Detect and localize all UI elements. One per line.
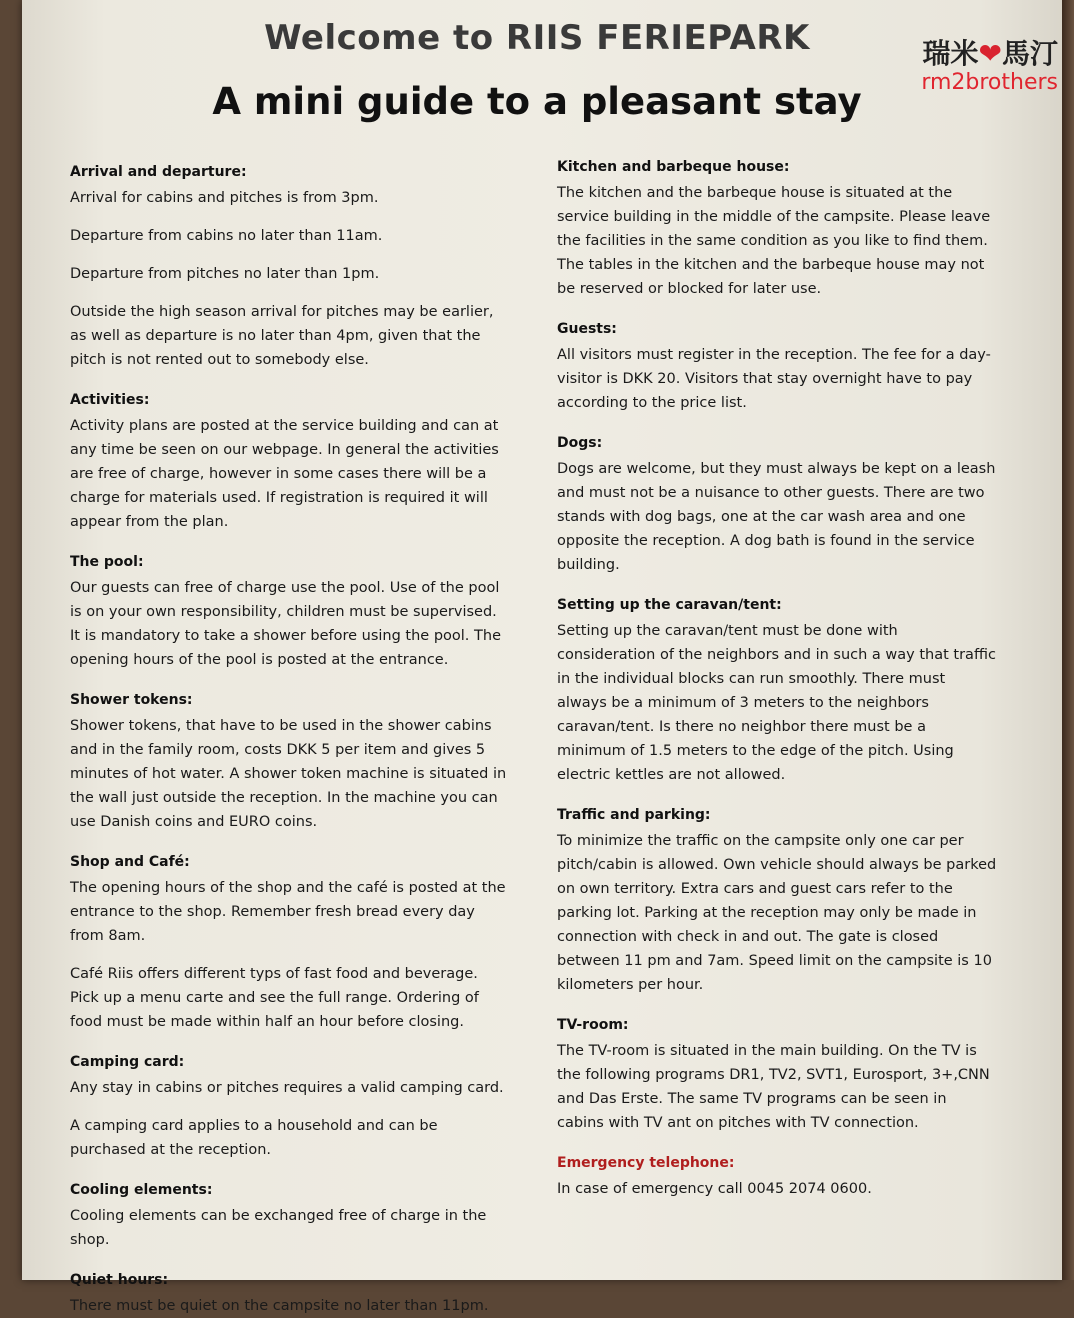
watermark xyxy=(921,38,1058,96)
watermark-cn-left: 瑞米 xyxy=(922,37,979,70)
section-paragraph: To minimize the traffic on the campsite only one car per pitch/cabin is allowed. Own vehicle should always be parked on own territory. Extra cars and guest cars refer to the parking lot. Parking at the reception may only be made in connection with check in and out. The gate is closed between 11 pm and 7am. Speed limit on the campsite is 10 kilometers per hour. xyxy=(557,833,997,993)
watermark-chinese xyxy=(921,38,1058,70)
section-dogs xyxy=(557,431,997,577)
section-paragraph: Outside the high season arrival for pitches may be earlier, as well as departure is no later than 4pm, given that the pitch is not rented out to somebody else. xyxy=(70,304,494,368)
section-paragraph: Departure from cabins no later than 11am. xyxy=(70,228,383,244)
section-heading: Shower tokens: xyxy=(70,692,193,708)
section-cooling-elements xyxy=(70,1178,510,1252)
right-column xyxy=(557,155,997,1201)
section-shop-and-caf xyxy=(70,850,510,1034)
section-heading: Quiet hours: xyxy=(70,1272,169,1288)
watermark-cn-right: 馬汀 xyxy=(1001,37,1058,70)
section-heading: The pool: xyxy=(70,554,144,570)
section-activities xyxy=(70,388,510,534)
section-arrival-and-departure xyxy=(70,160,510,372)
section-paragraph: Arrival for cabins and pitches is from 3pm. xyxy=(70,190,379,206)
section-paragraph: The TV-room is situated in the main building. On the TV is the following programs DR1, TV2, SVT1, Eurosport, 3+,CNN and Das Erste. The same TV programs can be seen in cabins with TV ant on pitches with TV connection. xyxy=(557,1043,990,1131)
section-paragraph: A camping card applies to a household and can be purchased at the reception. xyxy=(70,1118,438,1158)
section-heading: Emergency telephone: xyxy=(557,1155,735,1171)
section-setting-up-the-caravan-tent xyxy=(557,593,997,787)
heart-icon: ❤ xyxy=(978,37,1002,70)
section-heading: Kitchen and barbeque house: xyxy=(557,159,790,175)
section-heading: Guests: xyxy=(557,321,617,337)
section-traffic-and-parking xyxy=(557,803,997,997)
section-paragraph: Café Riis offers different typs of fast food and beverage. Pick up a menu carte and see the full range. Ordering of food must be made within half an hour before closing. xyxy=(70,966,479,1030)
left-column xyxy=(70,160,510,1318)
section-paragraph: In case of emergency call 0045 2074 0600. xyxy=(557,1181,872,1197)
section-heading: Cooling elements: xyxy=(70,1182,213,1198)
section-paragraph: The opening hours of the shop and the café is posted at the entrance to the shop. Remember fresh bread every day from 8am. xyxy=(70,880,506,944)
section-paragraph: The kitchen and the barbeque house is situated at the service building in the middle of the campsite. Please leave the facilities in the same condition as you like to find them. The tables in the kitchen and the barbeque house may not be reserved or blocked for later use. xyxy=(557,185,991,297)
section-paragraph: Departure from pitches no later than 1pm. xyxy=(70,266,380,282)
section-heading: Traffic and parking: xyxy=(557,807,711,823)
wooden-frame-edge xyxy=(1062,0,1074,1280)
section-heading: Arrival and departure: xyxy=(70,164,247,180)
section-paragraph: Any stay in cabins or pitches requires a valid camping card. xyxy=(70,1080,504,1096)
section-camping-card xyxy=(70,1050,510,1162)
section-paragraph: Shower tokens, that have to be used in the shower cabins and in the family room, costs DKK 5 per item and gives 5 minutes of hot water. A shower token machine is situated in the wall just outside the reception. In the machine you can use Danish coins and EURO coins. xyxy=(70,718,507,830)
section-paragraph: All visitors must register in the reception. The fee for a day-visitor is DKK 20. Visitors that stay overnight have to pay according to the price list. xyxy=(557,347,991,411)
page-subtitle: A mini guide to a pleasant stay xyxy=(212,80,862,123)
section-heading: Setting up the caravan/tent: xyxy=(557,597,782,613)
section-paragraph: There must be quiet on the campsite no later than 11pm. xyxy=(70,1298,489,1314)
section-heading: Dogs: xyxy=(557,435,603,451)
section-emergency-telephone xyxy=(557,1151,997,1201)
section-paragraph: Our guests can free of charge use the pool. Use of the pool is on your own responsibility, children must be supervised. It is mandatory to take a shower before using the pool. The opening hours of the pool is posted at the entrance. xyxy=(70,580,501,668)
section-shower-tokens xyxy=(70,688,510,834)
section-paragraph: Dogs are welcome, but they must always be kept on a leash and must not be a nuisance to other guests. There are two stands with dog bags, one at the car wash area and one opposite the reception. A dog bath is found in the service building. xyxy=(557,461,996,573)
section-quiet-hours xyxy=(70,1268,510,1318)
section-heading: Camping card: xyxy=(70,1054,185,1070)
section-kitchen-and-barbeque-house xyxy=(557,155,997,301)
section-guests xyxy=(557,317,997,415)
watermark-english: rm2brothers xyxy=(921,70,1058,95)
section-heading: Activities: xyxy=(70,392,150,408)
page-title: Welcome to RIIS FERIEPARK xyxy=(264,18,810,58)
section-paragraph: Activity plans are posted at the service building and can at any time be seen on our webpage. In general the activities are free of charge, however in some cases there will be a charge for materials used. If registration is required it will appear from the plan. xyxy=(70,418,499,530)
section-paragraph: Setting up the caravan/tent must be done with consideration of the neighbors and in such a way that traffic in the individual blocks can run smoothly. There must always be a minimum of 3 meters to the neighbors caravan/tent. Is there no neighbor there must be a minimum of 1.5 meters to the edge of the pitch. Using electric kettles are not allowed. xyxy=(557,623,996,783)
section-the-pool xyxy=(70,550,510,672)
section-heading: TV-room: xyxy=(557,1017,629,1033)
section-paragraph: Cooling elements can be exchanged free of charge in the shop. xyxy=(70,1208,487,1248)
section-tv-room xyxy=(557,1013,997,1135)
section-heading: Shop and Café: xyxy=(70,854,190,870)
